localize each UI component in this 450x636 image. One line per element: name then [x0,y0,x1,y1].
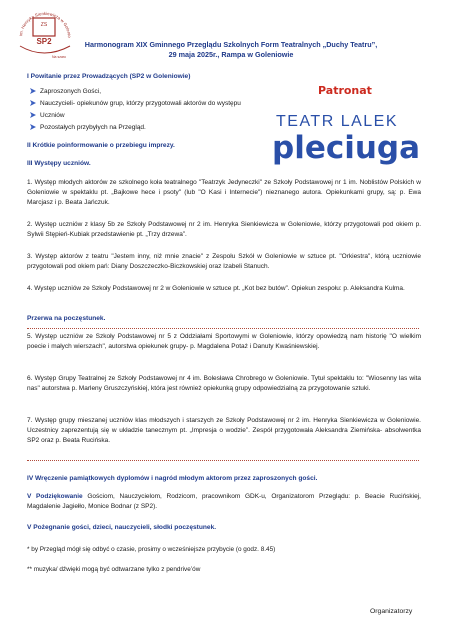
bullet-text: Nauczycieli- opiekunów grup, którzy przygotowali aktorów do występu [40,100,241,107]
section-1-title: I Powitanie przez Prowadzących (SP2 w Goleniowie) [27,73,191,80]
performance-item-1: 1. Występ młodych aktorów ze szkolnego koła teatralnego "Teatrzyk Jedyneczki" ze Szkoły Podstawowej nr 1 im. Noblistów Polskich w Goleniowie w spektaklu pt. „Bajkowe hece i psoty" (lub "O Kasi i Internecie") nieznanego autora. Opiekunkami grupy, są: p. Ewa Marcjasz i p. Beata Jańczuk. [27,179,421,207]
section-2-title: II Krótkie poinformowanie o przebiegu imprezy. [27,142,175,149]
arrow-bullet-icon [30,88,36,94]
logo-bottom-text: Na szaro [52,55,67,59]
logo-arc-text: im. Henryka Sienkiewicza w Golenio [18,10,73,38]
performance-item-7: 7. Występ grupy mieszanej uczniów klas młodszych i starszych ze Szkoły Podstawowej nr 2 im. Henryka Sienkiewicza w Goleniowie. Uczestnicy zaprezentują się w układzie tanecznym pt. „Impresja o wodzie”. Zespół przygotowała Aleksandra Ziemińska- absolwentka SP2 oraz p. Beata Rucińska. [27,417,421,445]
section-3-title: III Występy uczniów. [27,160,91,167]
thanks-rest: Gościom, Nauczycielom, Rodzicom, pracownikom GDK-u, Organizatorom Przeglądu: p. Beacie Rucińskiej, Magdalenie Jagiełło, Monice Bodnar (z SP2). [27,493,421,511]
header-line-1: Harmonogram XIX Gminnego Przeglądu Szkolnych Form Teatralnych „Duchy Teatru”, [84,40,378,49]
performance-item-6: 6. Występ Grupy Teatralnej ze Szkoły Podstawowej nr 4 im. Bolesława Chrobrego w Goleniowie. Tytuł spektaklu to: "Wiosenny las wita nas" autorstwa p. Marleny Gruszczyńskiej, która jest również opiekunką grupy odpowiedzialną za przygotowanie sztuki. [27,375,421,393]
arrow-bullet-icon [30,124,36,130]
logo-teatr-lalek-text: TEATR LALEK [276,113,399,130]
performance-item-2: 2. Występ uczniów z klasy 5b ze Szkoły Podstawowej nr 2 im. Henryka Sienkiewicza w Goleniowie, którzy przygotowali pod okiem p. Sylwii Stępień-Kubiak przedstawienie pt. „Trzy drzewa”. [27,221,421,239]
thanks-paragraph [27,492,421,512]
thanks-lead: V Podziękowanie [27,493,83,500]
logo-sp2-text: SP2 [36,37,52,46]
teatr-lalek-pleciuga-logo [268,100,428,170]
performance-item-3: 3. Występ aktorów z teatru "Jestem inny, niż mnie znacie" z Zespołu Szkół w Goleniowie w sztuce pt. "Orkiestra", którą uczniowie przygotowali pod okiem pań: Diany Doszczeczko-Biczkowskiej oraz Izabeli Stanuch. [27,253,421,271]
bullet-item [40,112,65,119]
note-1: * by Przegląd mógł się odbyć o czasie, prosimy o wcześniejsze przybycie (o godz. 8.45) [27,546,276,553]
dotted-divider [27,328,419,329]
note-2: ** muzyka/ dźwięki mogą być odtwarzane tylko z pendrive’ów [27,566,201,573]
bullet-item [40,100,241,107]
dotted-divider [27,460,419,461]
school-logo [14,4,76,64]
performance-item-4: 4. Występ uczniów ze Szkoły Podstawowej nr 2 w Goleniowie w sztuce pt. „Kot bez butów”. Opiekun zespołu: p. Aleksandra Kulma. [27,285,405,292]
logo-pleciuga-text: pleciuga [272,130,421,166]
farewell-heading: V Pożegnanie gości, dzieci, nauczycieli, słodki poczęstunek. [27,524,217,531]
document-header [76,40,386,59]
bullet-text: Zaproszonych Gości, [40,88,102,95]
header-line-2: 29 maja 2025r., Rampa w Goleniowie [168,49,294,59]
break-heading: Przerwa na poczęstunek. [27,315,106,322]
arrow-bullet-icon [30,100,36,106]
section-4-title: IV Wręczenie pamiątkowych dyplomów i nagród młodym aktorom przez zaproszonych gości. [27,475,318,482]
arrow-bullet-icon [30,112,36,118]
signature: Organizatorzy [370,608,413,615]
patron-label: Patronat [318,84,372,97]
logo-mid-text: ZS [40,22,48,28]
bullet-item [40,124,146,131]
bullet-item [40,88,101,95]
bullet-text: Uczniów [40,112,65,119]
bullet-text: Pozostałych przybyłych na Przegląd. [40,124,146,131]
performance-item-5: 5. Występ uczniów ze Szkoły Podstawowej nr 5 z Oddziałami Sportowymi w Goleniowie, którzy opowiedzą nam historię "O wielkim poecie i małych wierszach", autorstwa opiekunek grupy- p. Magdalena Potaż i Danuty Kwaśniewskiej. [27,333,421,351]
